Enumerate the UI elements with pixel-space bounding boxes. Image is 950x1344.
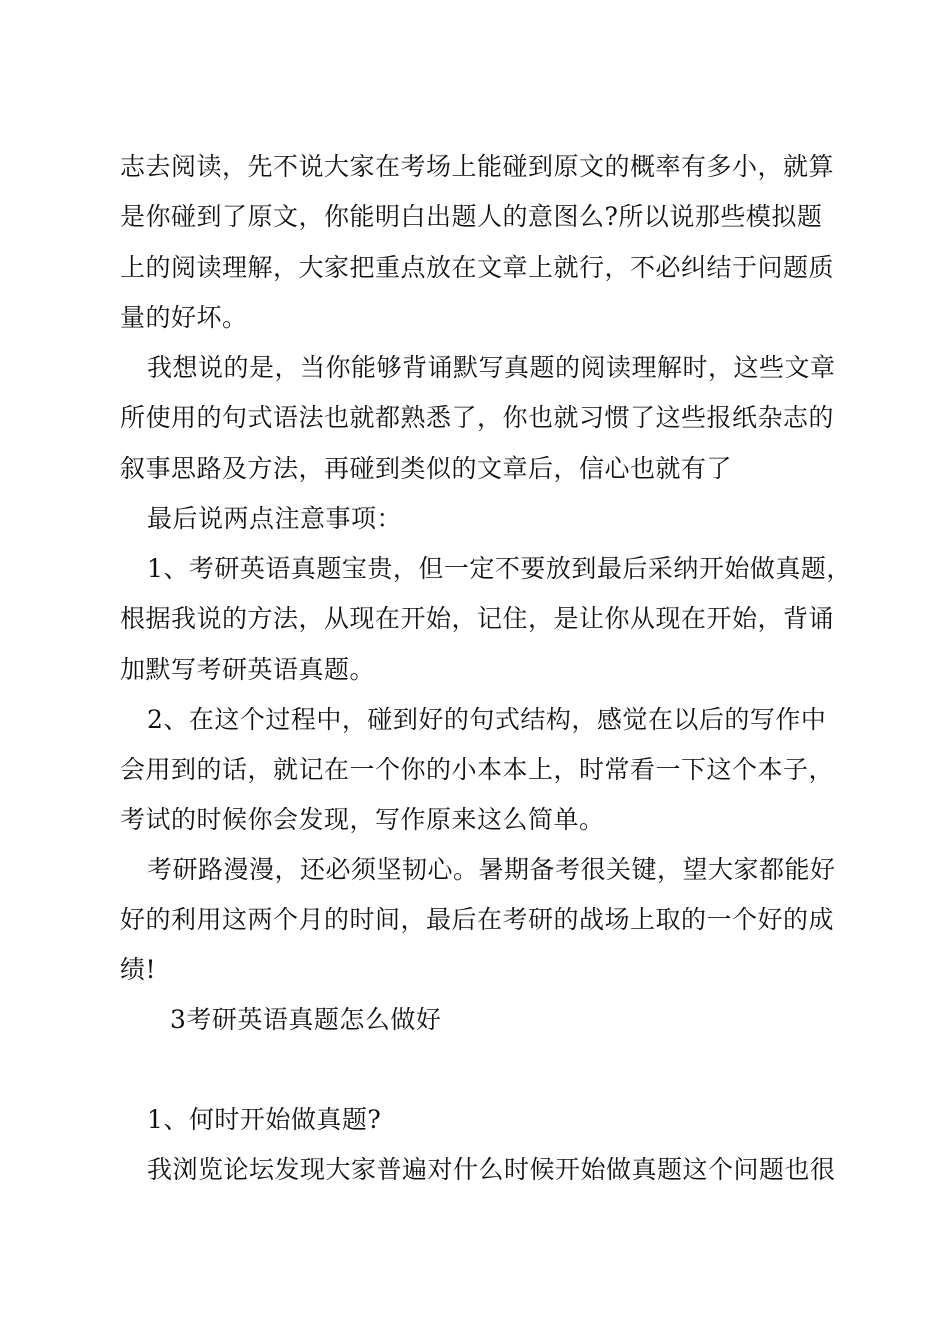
paragraph-line: 是你碰到了原文，你能明白出题人的意图么?所以说那些模拟题 (120, 202, 823, 231)
subheading: 1、何时开始做真题? (147, 1105, 382, 1134)
paragraph-line: 最后说两点注意事项： (147, 504, 403, 533)
paragraph-line: 上的阅读理解，大家把重点放在文章上就行，不必纠结于问题质 (120, 253, 835, 282)
paragraph-line: 量的好坏。 (120, 303, 248, 332)
paragraph-line: 叙事思路及方法，再碰到类似的文章后，信心也就有了 (120, 454, 733, 483)
paragraph-line: 所使用的句式语法也就都熟悉了，你也就习惯了这些报纸杂志的 (120, 403, 835, 432)
section-heading: 3考研英语真题怎么做好 (170, 1005, 442, 1034)
list-item-line: 会用到的话，就记在一个你的小本本上，时常看一下这个本子， (120, 755, 835, 784)
paragraph-line: 我想说的是，当你能够背诵默写真题的阅读理解时，这些文章 (147, 353, 836, 382)
paragraph-line: 好的利用这两个月的时间，最后在考研的战场上取的一个好的成 (120, 905, 835, 934)
list-item-line: 考试的时候你会发现，写作原来这么简单。 (120, 805, 605, 834)
list-item-line: 2、在这个过程中，碰到好的句式结构，感觉在以后的写作中 (147, 705, 827, 734)
paragraph-line: 志去阅读，先不说大家在考场上能碰到原文的概率有多小，就算 (120, 152, 835, 181)
paragraph-line: 我浏览论坛发现大家普遍对什么时候开始做真题这个问题也很 (147, 1155, 836, 1184)
paragraph-line: 绩! (120, 955, 157, 984)
paragraph-line: 考研路漫漫，还必须坚韧心。暑期备考很关键，望大家都能好 (147, 855, 836, 884)
list-item-line: 加默写考研英语真题。 (120, 655, 376, 684)
list-item-line: 根据我说的方法，从现在开始，记住，是让你从现在开始，背诵 (120, 604, 835, 633)
list-item-line: 1、考研英语真题宝贵，但一定不要放到最后采纳开始做真题， (147, 554, 852, 583)
